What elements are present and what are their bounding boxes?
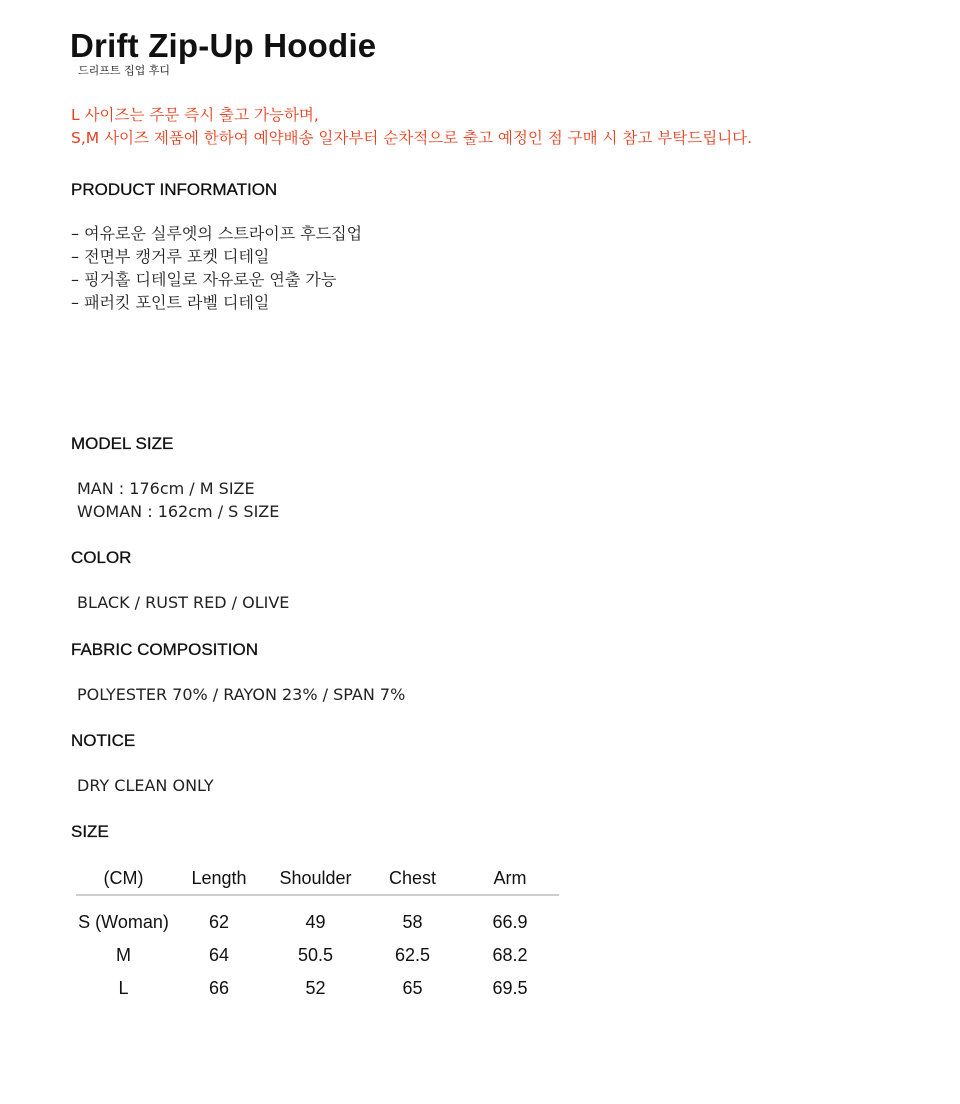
size-value-cell: 62.5 <box>394 945 431 965</box>
size-value-cell: 50.5 <box>297 945 334 965</box>
size-value-cell: 52 <box>305 978 326 998</box>
size-table-header: Arm <box>461 862 559 895</box>
size-label-cell: L <box>118 978 129 998</box>
size-table-header: Shoulder <box>267 862 364 895</box>
size-value-cell: 65 <box>402 978 423 998</box>
product-feature-item: – 전면부 캥거루 포켓 디테일 <box>71 247 270 266</box>
fabric-composition-value: POLYESTER 70% / RAYON 23% / SPAN 7% <box>77 685 406 704</box>
size-table-header: (CM) <box>76 862 171 895</box>
size-table-header: Length <box>171 862 267 895</box>
model-size-heading: MODEL SIZE <box>71 434 174 453</box>
size-heading: SIZE <box>71 822 109 841</box>
size-value-cell: 68.2 <box>492 945 528 965</box>
shipping-notice <box>71 104 752 150</box>
product-subtitle-korean: 드리프트 집업 후디 <box>78 64 171 77</box>
color-heading: COLOR <box>71 548 132 567</box>
size-label-cell: S (Woman) <box>78 912 169 932</box>
size-table-header: Chest <box>364 862 461 895</box>
size-table-header-row <box>76 862 559 895</box>
size-value-cell: 58 <box>402 912 423 932</box>
shipping-notice-line: L 사이즈는 주문 즉시 출고 가능하며, <box>71 106 319 124</box>
model-size-list <box>77 477 279 523</box>
size-value-cell: 66 <box>208 978 230 998</box>
product-information-list <box>71 222 362 314</box>
product-feature-item: – 핑거홀 디테일로 자유로운 연출 가능 <box>71 270 337 289</box>
size-value-cell: 69.5 <box>492 978 528 998</box>
fabric-composition-heading: FABRIC COMPOSITION <box>71 640 259 659</box>
notice-heading: NOTICE <box>71 731 136 750</box>
model-size-woman: WOMAN : 162cm / S SIZE <box>77 502 280 521</box>
table-row <box>76 972 559 1005</box>
shipping-notice-line: S,M 사이즈 제품에 한하여 예약배송 일자부터 순차적으로 출고 예정인 점 구매 시 참고 부탁드립니다. <box>71 129 753 147</box>
model-size-man: MAN : 176cm / M SIZE <box>77 479 255 498</box>
size-value-cell: 64 <box>208 945 230 965</box>
size-label-cell: M <box>116 945 131 965</box>
product-feature-item: – 패러킷 포인트 라벨 디테일 <box>71 293 270 312</box>
product-title: Drift Zip-Up Hoodie <box>70 27 377 64</box>
table-row <box>76 939 559 972</box>
size-value-cell: 66.9 <box>492 912 528 932</box>
product-information-heading: PRODUCT INFORMATION <box>71 180 278 199</box>
product-feature-item: – 여유로운 실루엣의 스트라이프 후드집업 <box>71 224 363 243</box>
table-row <box>76 895 559 939</box>
size-value-cell: 49 <box>305 912 326 932</box>
color-value: BLACK / RUST RED / OLIVE <box>77 593 290 612</box>
size-value-cell: 62 <box>208 912 230 932</box>
size-table <box>76 862 559 1005</box>
notice-value: DRY CLEAN ONLY <box>77 776 214 795</box>
